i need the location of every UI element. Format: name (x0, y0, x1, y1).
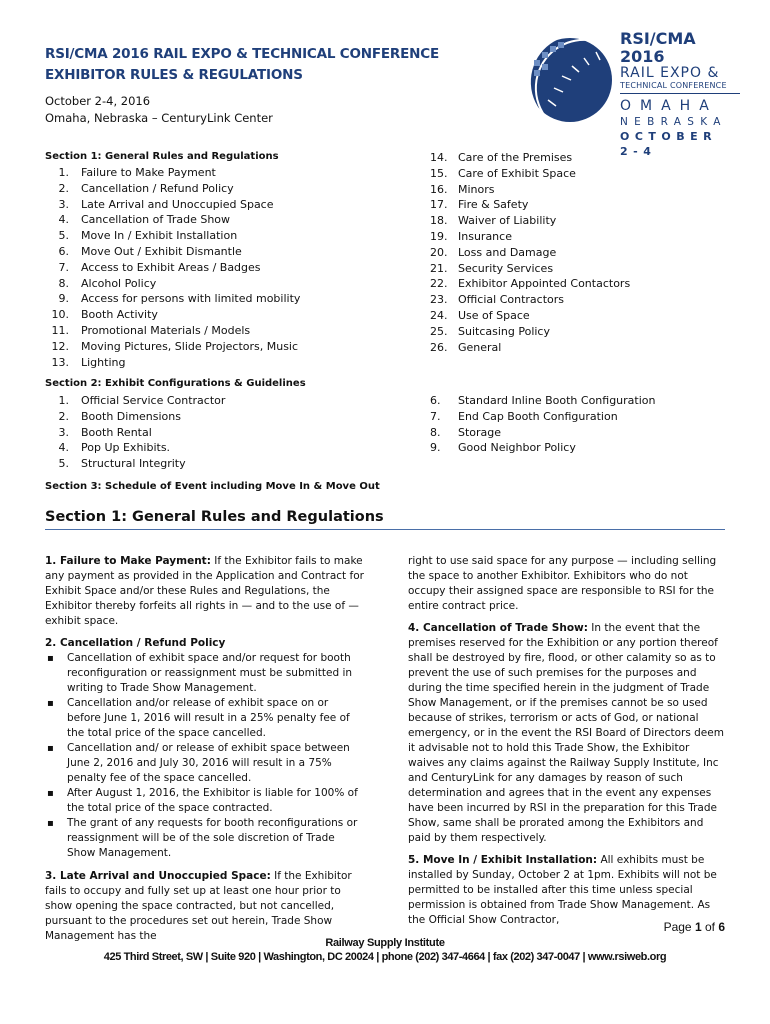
toc-item (45, 197, 300, 213)
toc-item-label: Good Neighbor Policy (458, 441, 576, 455)
toc-item-label: Moving Pictures, Slide Projectors, Music (81, 339, 299, 353)
toc-item-number: 18. (430, 214, 448, 228)
toc-item-label: Use of Space (458, 308, 530, 322)
toc-item (45, 409, 225, 425)
bullet-item: ▪ After August 1, 2016, the Exhibitor is liable for 100% of the total price of the space contracted. (45, 786, 365, 816)
toc-item-number: 24. (430, 308, 448, 322)
toc-section1-heading: Section 1: General Rules and Regulations (45, 151, 279, 162)
event-date: October 2-4, 2016 (45, 94, 151, 108)
section1-heading: Section 1: General Rules and Regulations (45, 509, 725, 530)
event-location: Omaha, Nebraska – CenturyLink Center (45, 111, 273, 125)
toc-item (430, 261, 630, 277)
toc-item-number: 15. (430, 166, 448, 180)
toc-item-number: 3. (58, 197, 69, 211)
toc-item-number: 10. (51, 308, 69, 322)
toc-item (430, 440, 656, 456)
toc-item-number: 8. (430, 425, 441, 439)
paragraph-title: 1. Failure to Make Payment: (45, 555, 211, 567)
paragraph-cancel-show (408, 621, 728, 846)
logo-line-1: RSI/CMA 2016 (620, 29, 696, 66)
paragraph-body: If the Exhibitor fails to occupy and fully set up at least one hour prior to show opening the space contracted, but not cancelled, pursuant to the procedures set out herein, Trade Show Management has the (45, 870, 352, 942)
toc-item-label: Move Out / Exhibit Dismantle (81, 244, 242, 258)
document-title (45, 44, 439, 86)
toc-item-number: 7. (58, 260, 69, 274)
toc-item (430, 213, 630, 229)
paragraph-title: 4. Cancellation of Trade Show: (408, 622, 588, 634)
toc-item-label: Failure to Make Payment (81, 166, 216, 179)
toc-item (430, 229, 630, 245)
toc-item-label: Alcohol Policy (81, 276, 157, 290)
toc-item-label: Insurance (458, 229, 512, 243)
toc-item-number: 11. (51, 323, 69, 337)
page-total: 6 (718, 920, 725, 934)
toc-item (45, 355, 300, 371)
toc-item-label: Booth Dimensions (81, 409, 181, 423)
toc-item (430, 324, 630, 340)
toc-item-label: Late Arrival and Unoccupied Space (81, 197, 274, 211)
paragraph-move-in (408, 853, 728, 928)
toc-item-number: 13. (51, 355, 69, 369)
toc-item-label: End Cap Booth Configuration (458, 409, 618, 423)
toc-item (430, 166, 630, 182)
toc-item-number: 3. (58, 425, 69, 439)
toc-item-number: 1. (58, 394, 69, 407)
toc-item-label: Booth Rental (81, 425, 152, 439)
toc-item-number: 12. (51, 339, 69, 353)
toc-item-label: Care of Exhibit Space (458, 166, 576, 180)
toc-item-number: 17. (430, 198, 448, 212)
toc-item-label: Move In / Exhibit Installation (81, 229, 238, 243)
toc-item-number: 2. (58, 409, 69, 423)
toc-item (45, 425, 225, 441)
logo-line-6: OCTOBER 2-4 (620, 130, 718, 158)
paragraph-late-arrival (45, 869, 365, 944)
toc-item-number: 4. (58, 441, 69, 455)
toc-item (45, 291, 300, 307)
toc-section2-left (45, 393, 225, 472)
logo-line-3: TECHNICAL CONFERENCE (620, 81, 740, 94)
footer-address: 425 Third Street, SW | Suite 920 | Washington, DC 20024 | phone (202) 347-4664 | fax (202) 347-0047 | www.rsiweb.org (103, 951, 667, 963)
toc-item-number: 26. (430, 340, 448, 354)
paragraph-title: 5. Move In / Exhibit Installation: (408, 854, 598, 866)
toc-item-label: Security Services (458, 261, 554, 275)
toc-item (45, 244, 300, 260)
toc-item-number: 5. (58, 229, 69, 243)
toc-item (430, 150, 630, 166)
title-line-1: RSI/CMA 2016 RAIL EXPO & TECHNICAL CONFERENCE (45, 46, 439, 62)
paragraph-title: 2. Cancellation / Refund Policy (45, 637, 226, 649)
toc-item-label: Waiver of Liability (458, 214, 557, 228)
toc-section3-heading: Section 3: Schedule of Event including Move In & Move Out (45, 481, 380, 492)
toc-item-number: 6. (430, 394, 441, 407)
toc-section2-right (430, 393, 656, 456)
toc-item-number: 2. (58, 181, 69, 195)
toc-item-label: Standard Inline Booth Configuration (458, 394, 656, 407)
toc-item (45, 228, 300, 244)
toc-item-number: 9. (430, 441, 441, 455)
toc-item-label: Access for persons with limited mobility (81, 292, 301, 306)
toc-item-number: 20. (430, 245, 448, 259)
toc-item-label: Cancellation of Trade Show (81, 213, 231, 227)
toc-item-number: 25. (430, 324, 448, 338)
toc-item-number: 21. (430, 261, 448, 275)
toc-item (45, 456, 225, 472)
bullet-item: ▪ Cancellation and/ or release of exhibit space between June 2, 2016 and July 30, 2016 will result in a 75% penalty fee of the space cancelled. (45, 741, 365, 786)
toc-item (430, 182, 630, 198)
page-mid: of (701, 920, 719, 934)
page-prefix: Page (663, 920, 695, 934)
toc-item (45, 165, 300, 181)
paragraph-cancellation-title (45, 636, 365, 651)
toc-item (45, 393, 225, 409)
toc-item-label: Pop Up Exhibits. (81, 441, 171, 455)
toc-item (45, 440, 225, 456)
toc-item-label: Minors (458, 182, 495, 196)
toc-item (45, 339, 300, 355)
toc-item-number: 22. (430, 277, 448, 291)
toc-item-label: Exhibitor Appointed Contactors (458, 277, 631, 291)
toc-item (45, 276, 300, 292)
toc-item (45, 212, 300, 228)
toc-item (45, 181, 300, 197)
logo-line-4: OMAHA (620, 98, 718, 114)
toc-item-label: Storage (458, 425, 502, 439)
toc-item (430, 276, 630, 292)
toc-item-number: 16. (430, 182, 448, 196)
event-meta (45, 93, 273, 127)
toc-item-label: Care of the Premises (458, 151, 573, 164)
footer-organization: Railway Supply Institute (325, 937, 445, 949)
toc-section1-right (430, 150, 630, 355)
title-line-2: EXHIBITOR RULES & REGULATIONS (45, 67, 303, 83)
toc-item-label: Access to Exhibit Areas / Badges (81, 260, 261, 274)
toc-item-number: 6. (58, 244, 69, 258)
page-number (664, 920, 725, 934)
logo-line-2: RAIL EXPO & (620, 65, 720, 81)
toc-item-label: Suitcasing Policy (458, 324, 550, 338)
toc-item-label: Official Contractors (458, 293, 564, 307)
bullet-item: ▪ Cancellation of exhibit space and/or request for booth reconfiguration or reassignment must be submitted in writing to Trade Show Management. (45, 651, 365, 696)
toc-item (45, 323, 300, 339)
logo-line-5: NEBRASKA (620, 116, 727, 128)
paragraph-late-arrival-cont: right to use said space for any purpose — including selling the space to another Exhibitor. Exhibitors who do not occupy their assigned space are responsible to RSI for the entire contract price. (408, 555, 717, 612)
toc-item (430, 340, 630, 356)
logo-text (620, 30, 740, 159)
toc-item (430, 393, 656, 409)
toc-item (430, 245, 630, 261)
toc-section1-left (45, 165, 300, 370)
toc-item (430, 409, 656, 425)
toc-item (430, 308, 630, 324)
toc-item-label: Fire & Safety (458, 198, 529, 212)
toc-item-number: 5. (58, 457, 69, 471)
toc-section2-heading: Section 2: Exhibit Configurations & Guidelines (45, 378, 306, 389)
toc-item-label: Official Service Contractor (81, 394, 226, 407)
toc-item (430, 292, 630, 308)
toc-item-number: 19. (430, 229, 448, 243)
toc-item (430, 425, 656, 441)
cancellation-bullets (45, 651, 365, 861)
toc-item-number: 7. (430, 409, 441, 423)
toc-item (430, 197, 630, 213)
left-column (45, 554, 365, 951)
paragraph-body: If the Exhibitor fails to make any payment as provided in the Application and Contract for Exhibit Space and/or these Rules and Regulations, the Exhibitor thereby forfeits all rights in — and to the use of — exhibit space. (45, 555, 364, 627)
bullet-item: ▪ The grant of any requests for booth reconfigurations or reassignment will be of the sole discretion of Trade Show Management. (45, 816, 365, 861)
toc-item-number: 4. (58, 213, 69, 227)
paragraph-title: 3. Late Arrival and Unoccupied Space: (45, 870, 271, 882)
right-column (408, 554, 728, 935)
toc-item-label: Structural Integrity (81, 457, 186, 471)
paragraph-body: In the event that the premises reserved for the Exhibition or any portion thereof shall be destroyed by fire, flood, or other calamity so as to prevent the use of such premises for the purposes and during the time specified herein in the judgment of Trade Show Management, or if the premises cannot be so used because of strikes, terrorism or acts of God, or national emergency, or in the event the RSI Board of Directors deem it advisable not to hold this Trade Show, the Exhibitor waives any claims against the Railway Supply Institute, Inc and CenturyLink for any damages by reason of such determination and agrees that in the event any expenses have been incurred by RSI in the preparation for this Trade Show, same shall be prorated among the Exhibitors and paid by them respectively. (408, 622, 724, 844)
toc-item-label: Cancellation / Refund Policy (81, 181, 234, 195)
toc-item-label: Loss and Damage (458, 245, 557, 259)
toc-item-number: 9. (58, 292, 69, 306)
toc-item-number: 14. (430, 151, 448, 164)
toc-item-label: Booth Activity (81, 308, 158, 322)
paragraph-failure-to-pay (45, 554, 365, 629)
toc-item (45, 260, 300, 276)
page-current: 1 (694, 920, 702, 934)
bullet-item: ▪ Cancellation and/or release of exhibit space on or before June 1, 2016 will result in a 25% penalty fee of the total price of the space cancelled. (45, 696, 365, 741)
toc-item-label: Promotional Materials / Models (81, 323, 251, 337)
toc-item-number: 8. (58, 276, 69, 290)
paragraph-body: All exhibits must be installed by Sunday, October 2 at 1pm. Exhibits will not be permitted to be installed after this time unless special permission is obtained from Trade Show Management. As the Official Show Contractor, (408, 854, 717, 926)
toc-item-label: Lighting (81, 355, 126, 369)
toc-item-number: 23. (430, 293, 448, 307)
toc-item (45, 307, 300, 323)
toc-item-label: General (458, 340, 502, 354)
toc-item-number: 1. (58, 166, 69, 179)
